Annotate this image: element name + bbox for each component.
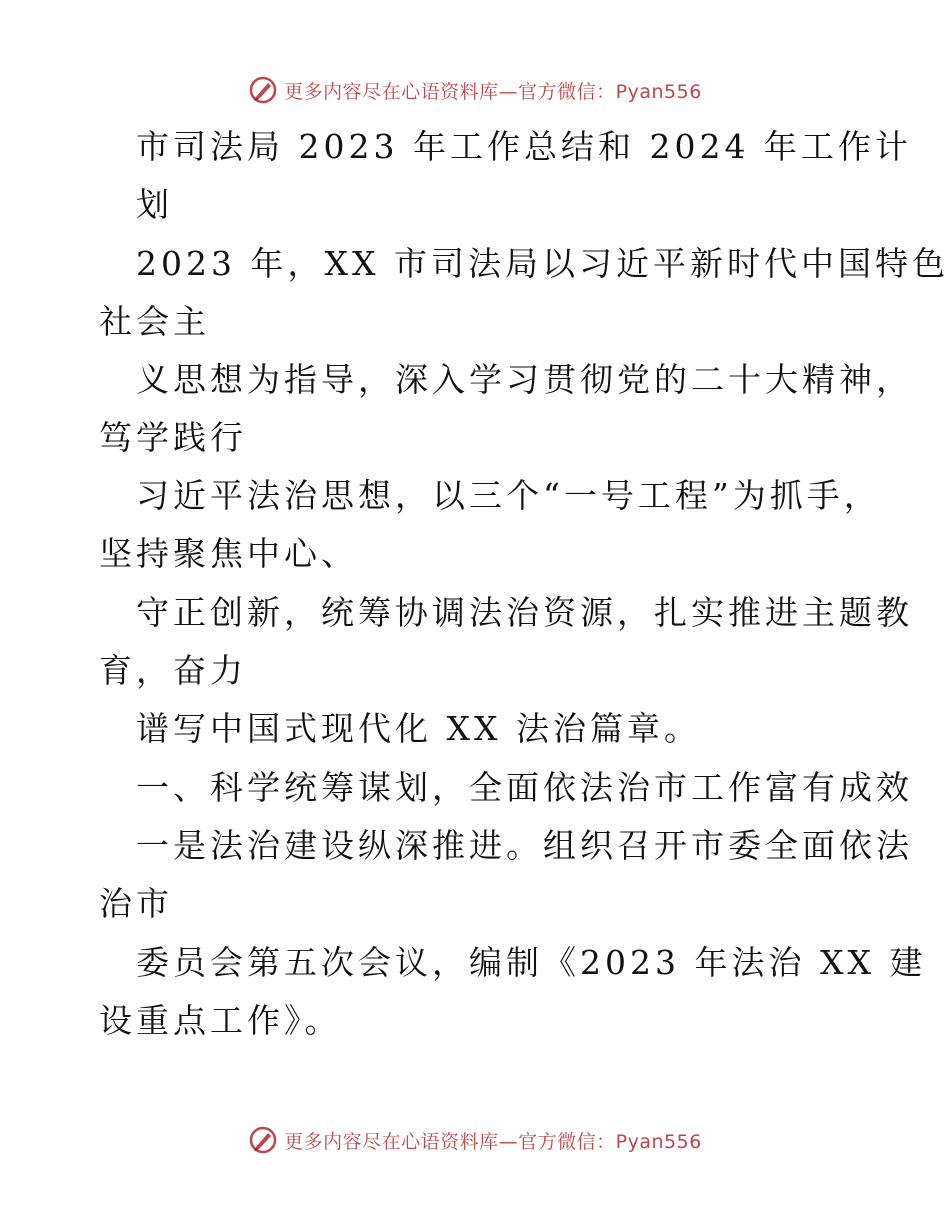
footer-watermark-text: 更多内容尽在心语资料库—官方微信：Pyan556 <box>284 1130 702 1153</box>
doc-paragraph-line: 义思想为指导，深入学习贯彻党的二十大精神， <box>136 360 913 399</box>
doc-paragraph-line: 育，奋力 <box>99 651 247 690</box>
footer-watermark <box>0 1120 950 1160</box>
header-watermark <box>0 70 950 110</box>
doc-paragraph-line: 设重点工作》。 <box>99 1001 342 1040</box>
pen-circle-logo-icon <box>248 75 278 105</box>
header-watermark-text: 更多内容尽在心语资料库—官方微信：Pyan556 <box>284 80 702 103</box>
doc-paragraph-line: 社会主 <box>99 302 210 341</box>
doc-paragraph-line: 一是法治建设纵深推进。组织召开市委全面依法 <box>136 826 913 865</box>
doc-paragraph-line: 坚持聚焦中心、 <box>99 534 358 573</box>
doc-paragraph-line: 2023 年，XX 市司法局以习近平新时代中国特色 <box>136 244 949 283</box>
doc-section-heading: 一、科学统筹谋划，全面依法治市工作富有成效 <box>136 768 913 807</box>
doc-paragraph-line: 守正创新，统筹协调法治资源，扎实推进主题教 <box>136 593 913 632</box>
pen-circle-logo-icon <box>248 1125 278 1155</box>
doc-paragraph-line: 笃学践行 <box>99 418 247 457</box>
doc-paragraph-line: 治市 <box>99 884 173 923</box>
doc-title-line-2: 划 <box>136 185 173 224</box>
doc-title-line-1: 市司法局 2023 年工作总结和 2024 年工作计 <box>136 127 912 166</box>
doc-paragraph-line: 委员会第五次会议，编制《2023 年法治 XX 建 <box>136 943 927 982</box>
doc-paragraph-line: 习近平法治思想，以三个“一号工程”为抓手， <box>136 476 881 515</box>
doc-paragraph-line: 谱写中国式现代化 XX 法治篇章。 <box>136 709 701 748</box>
